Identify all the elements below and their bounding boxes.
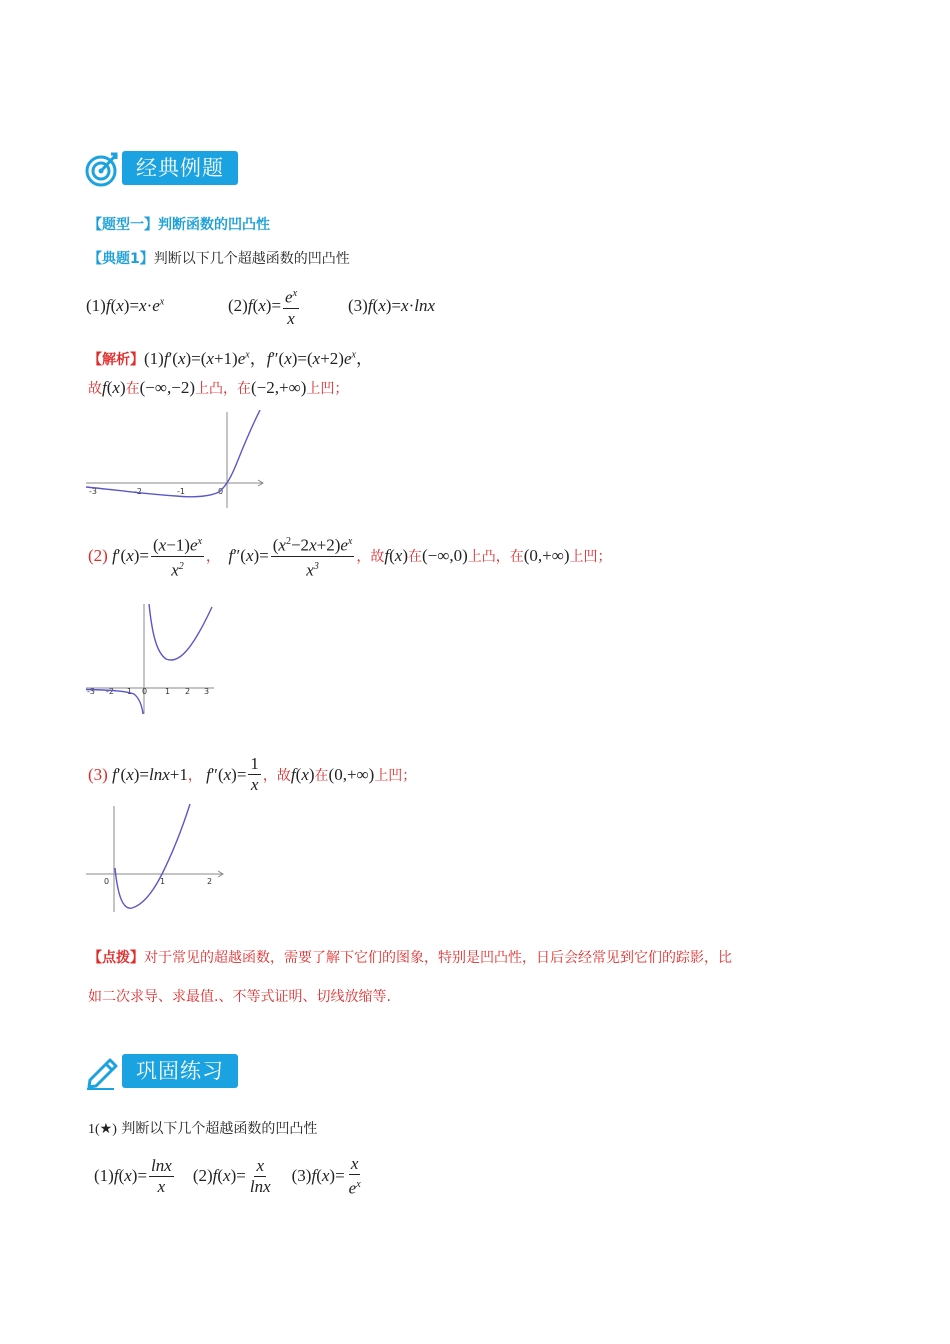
problem-tag: 【典题1】: [88, 251, 154, 267]
problem-line: [88, 248, 350, 268]
problem-text: 判断以下几个超越函数的凹凸性: [153, 251, 350, 267]
solution-1-line1: 【解析】$(1)f'(x)=(x+1)e^x$，$f''(x)=(x+2)e^x$，: [88, 349, 373, 368]
question-number: 1(★): [88, 1122, 117, 1137]
function-1: $(1)f(x)=x\cdot e^x$: [86, 296, 165, 315]
solution-tag: 【解析】: [88, 352, 144, 368]
tick-label: 3: [204, 687, 210, 696]
solution-2: (2) f′(x)= $\frac{(x-1)e^x}{x^2}$ ， f″(x)= $\frac{(x^2-2x+2)e^x}{x^3}$ ，故 f(x) 在 (−∞,0) 上凸，在 (0,+∞) 上凹；: [88, 532, 612, 580]
section-title: 经典例题: [122, 151, 238, 185]
section-title: 巩固练习: [122, 1054, 238, 1088]
tick-label: -1: [177, 487, 185, 496]
tick-label: -2: [106, 687, 114, 696]
curve: [86, 410, 260, 497]
tick-label: -3: [89, 487, 97, 496]
tick-label: 0: [104, 877, 110, 886]
section-header-practice: [122, 1054, 238, 1088]
graph-1: [86, 410, 266, 510]
question-type-label: 【题型一】判断函数的凹凸性: [88, 217, 270, 233]
function-2: (2) f ( x )= $\frac{e^x}{x}$: [228, 284, 301, 329]
tick-label: 2: [185, 687, 191, 696]
pencil-icon: [84, 1052, 122, 1090]
tick-label: -1: [124, 687, 132, 696]
tick-label: 0: [218, 487, 224, 496]
tick-label: -2: [134, 487, 142, 496]
section-header-examples: [122, 151, 238, 185]
question-text: 判断以下几个超越函数的凹凸性: [121, 1121, 318, 1137]
tick-label: -3: [87, 687, 95, 696]
practice-function-2: (2)f(x)=: [192, 1166, 246, 1186]
tick-label: 1: [165, 687, 171, 696]
practice-question: [88, 1118, 317, 1138]
tip-tag: 【点拨】: [88, 950, 144, 966]
tip-line-1: [88, 948, 868, 968]
tip-text-1: 对于常见的超越函数，需要了解下它们的图象，特别是凹凸性，日后会经常见到它们的踪影，比: [144, 950, 732, 966]
practice-functions: (1)f(x)= $\frac{\ln x}{x}$ (2)f(x)= $\frac{x}{\ln x}$ (3)f(x)= $\frac{x}{e^x}$: [94, 1154, 361, 1198]
tick-label: 1: [160, 877, 166, 886]
graph-2: [86, 602, 216, 716]
tip-line-2: 如二次求导、求最值.、不等式证明、切线放缩等.: [88, 989, 391, 1005]
function-3: (3)f(x)=x·lnx: [348, 296, 436, 315]
tick-label: 2: [207, 877, 213, 886]
graph-3: [86, 804, 226, 914]
practice-function-3: (3)f(x)=: [291, 1166, 345, 1186]
solution-1-line2: 故f(x)在(−∞,−2)上凸，在(−2,+∞)上凹；: [88, 378, 349, 397]
curve-right: [149, 604, 212, 660]
target-icon: [84, 150, 122, 188]
solution-3: (3) f′(x)=lnx+1 ， f″(x)= $\frac{1}{x}$ ，故 f(x) 在 (0,+∞) 上凹；: [88, 754, 417, 794]
tick-label: 0: [142, 687, 148, 696]
curve: [115, 804, 190, 908]
practice-function-1: (1)f(x)=: [94, 1166, 148, 1186]
